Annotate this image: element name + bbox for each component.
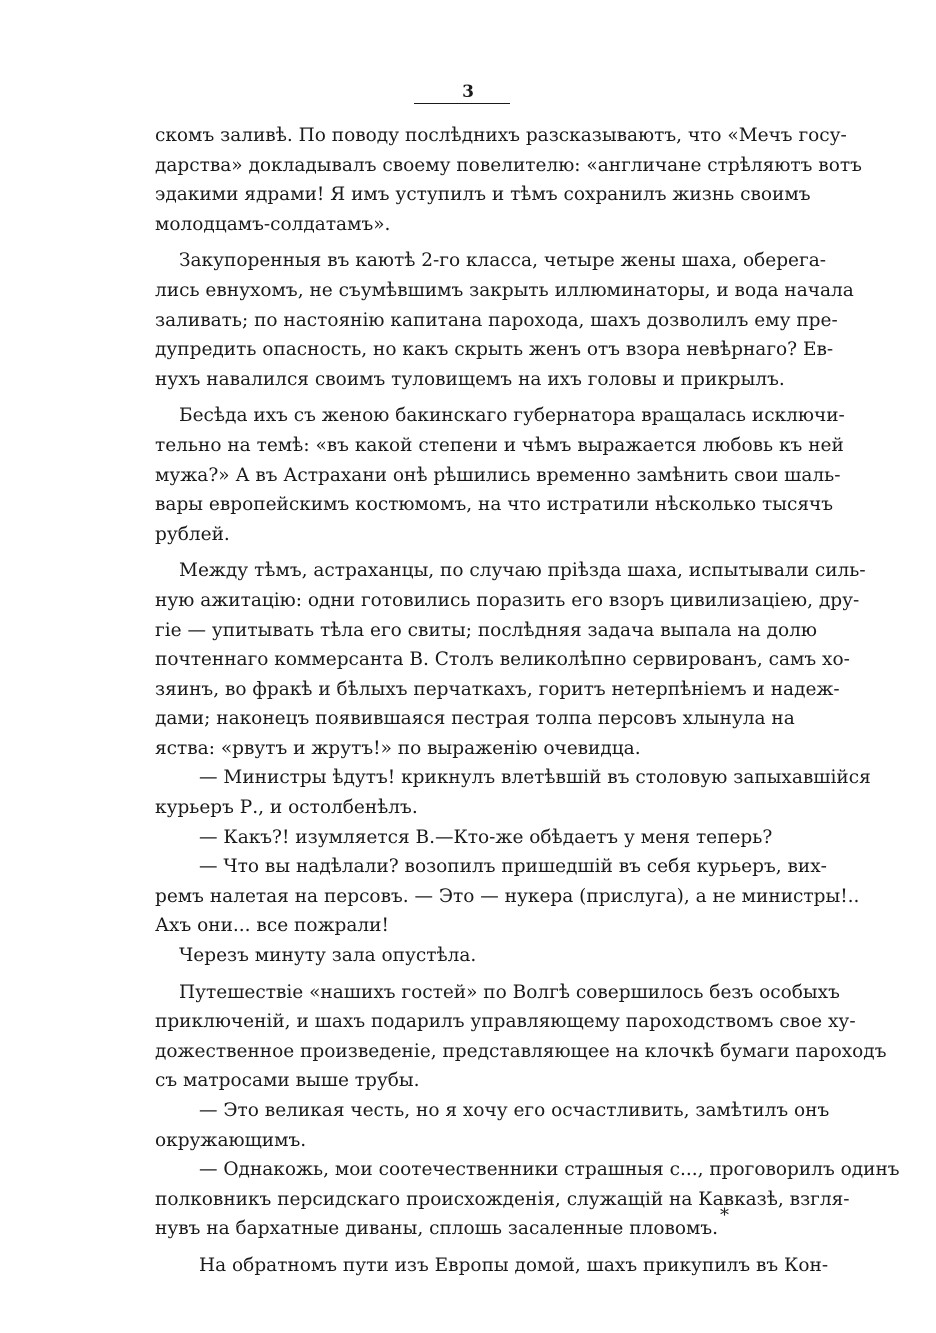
signature-mark: * bbox=[720, 1205, 729, 1226]
text-line: Путешествіе «нашихъ гостей» по Волгѣ совершилось безъ особыхъ bbox=[179, 981, 840, 1003]
text-line: мужа?» А въ Астрахани онѣ рѣшились временно замѣнить свои шаль- bbox=[155, 464, 841, 486]
text-line: дупредить опасность, но какъ скрыть женъ отъ взора невѣрнаго? Ев- bbox=[155, 339, 834, 361]
text-line: дарства» докладывалъ своему повелителю: «англичане стрѣляютъ вотъ bbox=[155, 154, 862, 176]
text-line: нувъ на бархатные диваны, сплошь засаленные пловомъ. bbox=[155, 1218, 719, 1240]
text-line: скомъ заливѣ. По поводу послѣднихъ разсказываютъ, что «Мечъ госу- bbox=[155, 125, 847, 146]
text-line: почтеннаго коммерсанта В. Столъ великолѣпно сервированъ, самъ хо- bbox=[155, 649, 850, 671]
text-line: дожественное произведеніе, представляющее на клочкѣ бумаги пароходъ bbox=[155, 1040, 887, 1062]
text-line: ную ажитацію: одни готовились поразить его взоръ цивилизаціею, дру- bbox=[155, 589, 860, 611]
text-line: — Что вы надѣлали? возопилъ пришедшій въ себя курьеръ, вих- bbox=[199, 856, 827, 878]
text-line: — Это великая честь, но я хочу его осчастливить, замѣтилъ онъ bbox=[199, 1100, 830, 1121]
text-line: Закупоренныя въ каютѣ 2-го класса, четыре жены шаха, оберега- bbox=[179, 250, 826, 272]
text-line: лись евнухомъ, не съумѣвшимъ закрыть иллюминаторы, и вода начала bbox=[155, 279, 854, 301]
page-number: 3 bbox=[462, 82, 474, 102]
text-line: нухъ навалился своимъ туловищемъ на ихъ головы и прикрылъ. bbox=[155, 368, 785, 390]
text-line: гіе — упитывать тѣла его свиты; послѣдняя задача выпала на долю bbox=[155, 619, 817, 641]
text-line: заливать; по настоянію капитана парохода, шахъ дозволилъ ему пре- bbox=[155, 309, 838, 331]
text-line: молодцамъ-солдатамъ». bbox=[155, 213, 391, 235]
text-line: рублей. bbox=[155, 523, 230, 545]
body-text bbox=[155, 121, 900, 1281]
text-line: курьеръ Р., и остолбенѣлъ. bbox=[155, 797, 418, 819]
header-rule bbox=[414, 103, 510, 104]
text-line: эдакими ядрами! Я имъ уступилъ и тѣмъ сохранилъ жизнь своимъ bbox=[155, 184, 811, 206]
text-line: тельно на темѣ: «въ какой степени и чѣмъ выражается любовь къ ней bbox=[155, 434, 844, 456]
text-line: На обратномъ пути изъ Европы домой, шахъ прикупилъ въ Кон- bbox=[199, 1254, 829, 1276]
text-line: приключеній, и шахъ подарилъ управляющему пароходствомъ свое ху- bbox=[155, 1011, 856, 1033]
text-line: Черезъ минуту зала опустѣла. bbox=[179, 945, 477, 967]
text-line: зяинъ, во фракѣ и бѣлыхъ перчаткахъ, горитъ нетерпѣніемъ и надеж- bbox=[155, 678, 840, 700]
text-line: — Министры ѣдутъ! крикнулъ влетѣвшій въ столовую запыхавшійся bbox=[199, 767, 871, 789]
text-line: яства: «рвутъ и жрутъ!» по выраженію очевидца. bbox=[155, 737, 641, 759]
text-line: Бесѣда ихъ съ женою бакинскаго губернатора вращалась исключи- bbox=[179, 405, 845, 427]
text-line: окружающимъ. bbox=[155, 1129, 307, 1151]
text-line: полковникъ персидскаго происхожденія, служащій на Кавказѣ, взгля- bbox=[155, 1188, 850, 1210]
text-line: съ матросами выше трубы. bbox=[155, 1070, 420, 1092]
text-line: вары европейскимъ костюмомъ, на что истратили нѣсколько тысячъ bbox=[155, 494, 833, 516]
text-line: — Какъ?! изумляется В.—Кто-же обѣдаетъ у меня теперь? bbox=[199, 826, 773, 848]
text-line: Между тѣмъ, астраханцы, по случаю пріѣзда шаха, испытывали силь- bbox=[179, 560, 866, 582]
text-line: ремъ налетая на персовъ. — Это — нукера (прислуга), а не министры!.. bbox=[155, 885, 860, 907]
text-line: Ахъ они... все пожрали! bbox=[155, 915, 389, 937]
text-line: дами; наконецъ появившаяся пестрая толпа персовъ хлынула на bbox=[155, 708, 795, 730]
text-line: — Однакожь, мои соотечественники страшныя с..., проговорилъ одинъ bbox=[199, 1159, 900, 1181]
